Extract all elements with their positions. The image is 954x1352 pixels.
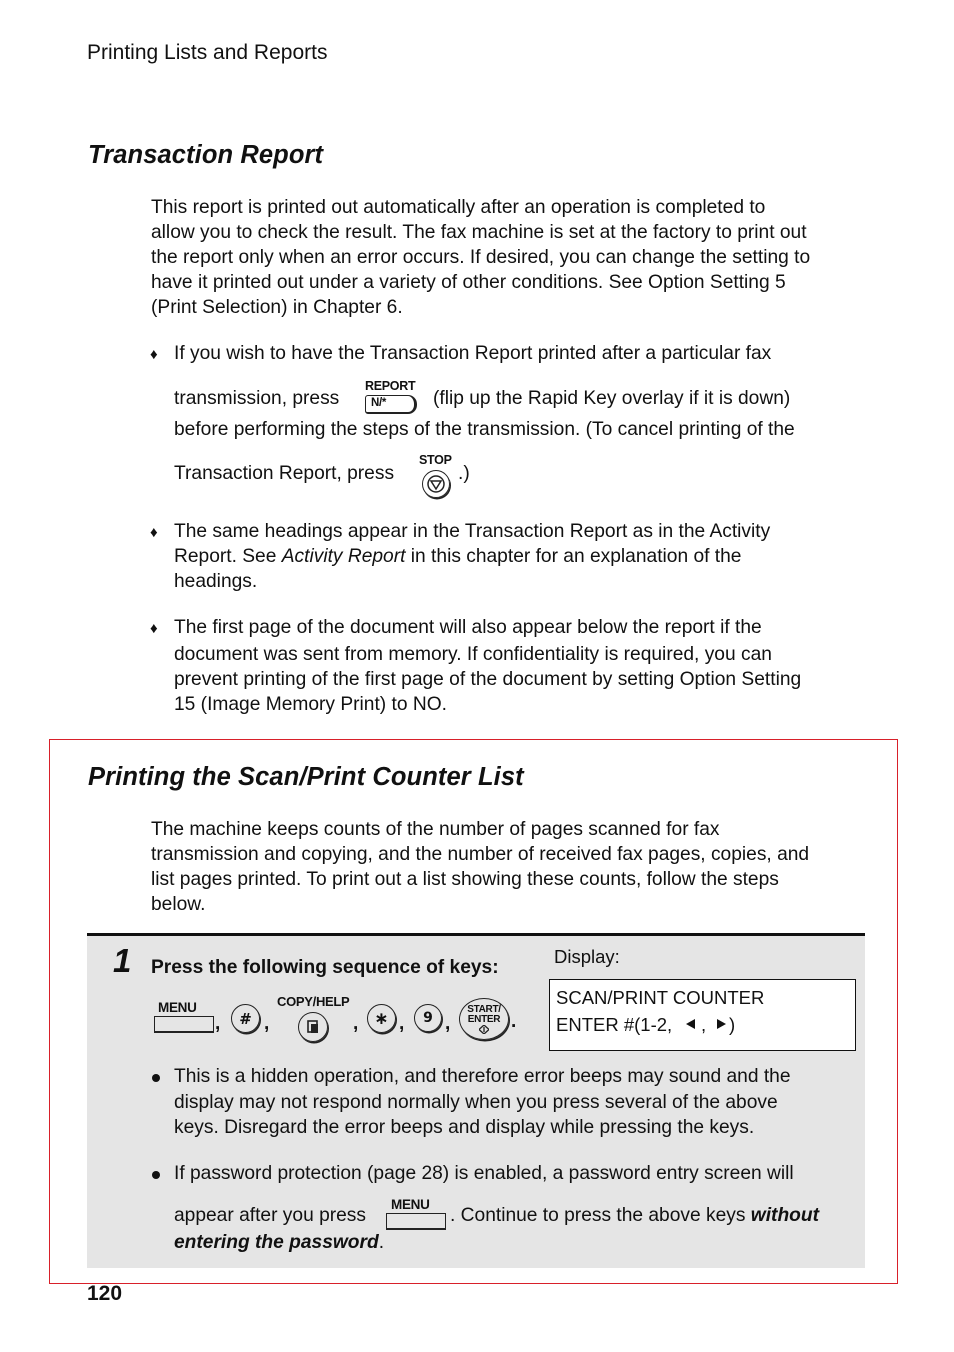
copy-help-key-icon: [298, 1012, 328, 1042]
display-line-2: [556, 1014, 672, 1036]
nine-key-face: 9: [423, 1010, 433, 1026]
menu-key-label: MENU: [391, 1197, 430, 1212]
note1-line: keys. Disregard the error beeps and display while pressing the keys.: [174, 1117, 755, 1138]
stop-symbol-icon: [426, 474, 446, 494]
start-key-line2: ENTER: [467, 1013, 501, 1025]
bullet3-line: The first page of the document will also appear below the report if the: [174, 617, 762, 638]
bullet3-line: 15 (Image Memory Print) to NO.: [174, 694, 447, 715]
step-number: 1: [113, 942, 132, 979]
bullet3-line: prevent printing of the first page of the document by setting Option Setting: [174, 669, 802, 690]
intro-line: below.: [151, 894, 206, 915]
start-diamond-icon: [479, 1025, 489, 1034]
copy-help-key-label: COPY/HELP: [277, 994, 350, 1009]
bullet1-line: transmission, press: [174, 388, 340, 409]
bullet-dot-icon: [152, 1171, 160, 1179]
note2-line: [450, 1205, 819, 1227]
report-key-face: [365, 395, 417, 414]
report-key-label: REPORT: [365, 379, 416, 393]
star-key-face: ∗: [374, 1008, 389, 1029]
right-arrow-icon: [717, 1019, 726, 1029]
menu-key-icon: [154, 1016, 214, 1033]
diamond-bullet-icon: ♦: [150, 346, 158, 363]
note2-line: If password protection (page 28) is enabled, a password entry screen will: [174, 1163, 794, 1184]
bullet1-line: If you wish to have the Transaction Report printed after a particular fax: [174, 343, 772, 364]
bullet2-line: The same headings appear in the Transaction Report as in the Activity: [174, 521, 771, 542]
report-key-face-label: N/*: [371, 397, 387, 409]
star-key-icon: [367, 1004, 396, 1033]
menu-key-icon: [386, 1213, 446, 1230]
display-separator: ,: [701, 1014, 707, 1035]
diamond-bullet-icon: ♦: [150, 524, 158, 541]
note2-line: [174, 1232, 384, 1254]
note2-text: . Continue to press the above keys: [450, 1205, 746, 1226]
note2-text: .: [378, 1232, 385, 1253]
bullet1-line: .): [458, 463, 470, 484]
start-key-line1: START/: [467, 1003, 501, 1015]
bullet2-text: in this chapter for an explanation of the: [410, 546, 742, 567]
bullet1-line: before performing the steps of the transmission. (To cancel printing of the: [174, 419, 795, 440]
stop-key-label: STOP: [419, 453, 452, 467]
activity-report-reference: Activity Report: [281, 546, 406, 567]
left-arrow-icon: [686, 1019, 695, 1029]
start-enter-key-icon: [459, 998, 509, 1040]
diamond-bullet-icon: ♦: [150, 620, 158, 637]
sequence-comma: ,: [445, 1013, 451, 1034]
bullet2-line: headings.: [174, 571, 258, 592]
sequence-comma: ,: [264, 1013, 270, 1034]
section-title-transaction-report: Transaction Report: [88, 141, 324, 169]
bullet1-line: Transaction Report, press: [174, 463, 395, 484]
copy-document-icon: [305, 1019, 321, 1035]
intro-line: list pages printed. To print out a list showing these counts, follow the steps: [151, 869, 779, 890]
nine-key-icon: [414, 1004, 442, 1032]
stop-key-button: [422, 470, 450, 498]
bullet2-text: Report. See: [174, 546, 277, 567]
bullet1-line: (flip up the Rapid Key overlay if it is down): [433, 388, 791, 409]
sequence-comma: ,: [215, 1013, 221, 1034]
sequence-comma: ,: [399, 1013, 405, 1034]
bullet3-line: document was sent from memory. If confidentiality is required, you can: [174, 644, 772, 665]
page-number: 120: [87, 1282, 123, 1305]
intro-line: (Print Selection) in Chapter 6.: [151, 297, 403, 318]
intro-line: have it printed out under a variety of other conditions. See Option Setting 5: [151, 272, 786, 293]
bullet2-line: [174, 546, 741, 568]
note2-emphasis: without: [750, 1205, 819, 1226]
note1-line: display may not respond normally when you press several of the above: [174, 1092, 778, 1113]
sequence-comma: ,: [353, 1013, 359, 1034]
section-title-scan-print-counter: Printing the Scan/Print Counter List: [88, 763, 524, 791]
note1-line: This is a hidden operation, and therefore error beeps may sound and the: [174, 1066, 791, 1087]
intro-line: This report is printed out automatically after an operation is completed to: [151, 197, 766, 218]
display-close-paren: ): [729, 1014, 736, 1035]
sequence-period: .: [511, 1011, 517, 1032]
intro-line: allow you to check the result. The fax machine is set at the factory to print out: [151, 222, 807, 243]
display-line-2-text: ENTER #(1-2,: [556, 1014, 673, 1035]
intro-line: The machine keeps counts of the number of pages scanned for fax: [151, 819, 720, 840]
hash-key-icon: [231, 1004, 260, 1033]
display-label: Display:: [554, 946, 620, 967]
hash-key-face: #: [239, 1009, 252, 1028]
step-instruction: Press the following sequence of keys:: [151, 957, 499, 978]
running-head: Printing Lists and Reports: [87, 41, 328, 64]
note2-line: appear after you press: [174, 1205, 366, 1226]
menu-key-label: MENU: [158, 1000, 197, 1015]
display-line-1: SCAN/PRINT COUNTER: [556, 987, 765, 1008]
intro-line: transmission and copying, and the number of received fax pages, copies, and: [151, 844, 810, 865]
intro-line: the report only when an error occurs. If desired, you can change the setting to: [151, 247, 811, 268]
note2-emphasis: entering the password: [174, 1232, 379, 1253]
bullet-dot-icon: [152, 1074, 160, 1082]
